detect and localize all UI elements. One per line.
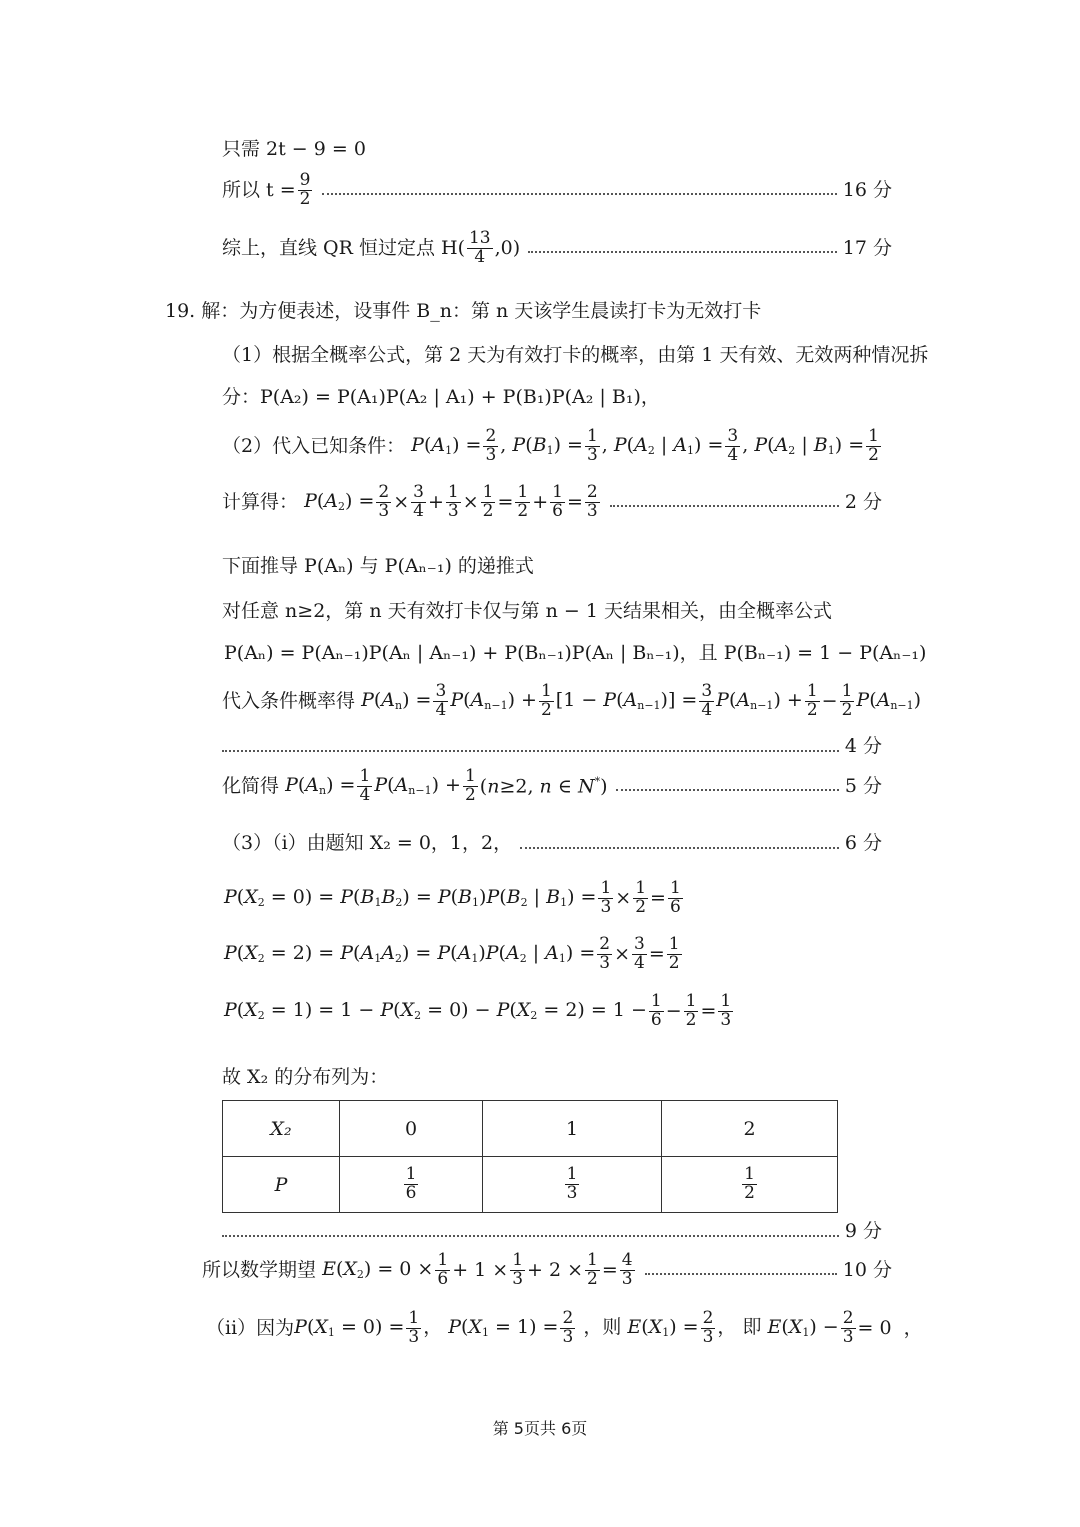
math-known: , $P(A_2$ | $B_1$) = (742, 434, 865, 458)
text-conclusion-end: ,0) (494, 236, 521, 259)
fraction: $\frac{3}{4}$ (413, 482, 424, 521)
distribution-label-text: 故 X₂ 的分布列为： (222, 1066, 389, 1088)
dotted-leader (222, 750, 839, 752)
score-17: 17 分 (842, 236, 892, 259)
math-known: $P(A_1)$ = (411, 434, 482, 458)
score-16: 16 分 (842, 178, 892, 201)
fraction: $\frac{2}{3}$ (599, 934, 611, 973)
fraction-13-4: $\frac{13}{4}$ (468, 228, 491, 267)
fraction: $\frac{1}{6}$ (437, 1250, 449, 1289)
score-6: 6 分 (844, 832, 882, 854)
distribution-table (222, 1100, 838, 1213)
table-header-cell: 2 (662, 1101, 838, 1157)
fraction: $\frac{2}{3}$ (702, 1308, 714, 1347)
fraction: $\frac{2}{3}$ (842, 1308, 854, 1347)
fraction-9-2: $\frac{9}{2}$ (299, 170, 311, 209)
fraction: $\frac{4}{3}$ (621, 1250, 633, 1289)
total-probability-text: P(Aₙ) = P(Aₙ₋₁)P(Aₙ | Aₙ₋₁) + P(Bₙ₋₁)P(Aₙ | Bₙ₋₁)，且 P(Bₙ₋₁) = 1 − P(Aₙ₋₁) (224, 642, 927, 664)
fraction: $\frac{1}{2}$ (806, 681, 818, 720)
substitution-line: 代入条件概率得 $P(A_n)$ = $\frac{3}{4}$ $P(A_{n-1})$ + $\frac{1}{2}$ $[1 - P(A_{n-1})]$ = $\frac{3}{4}$ $P(A_{n-1})$ + $\frac{1}{2}$ − $\frac{1}{2}$ $P(A_{n-1})$ (222, 681, 922, 720)
part1-text-a: （1）根据全概率公式，第 2 天为有效打卡的概率，由第 1 天有效、无效两种情况拆 (222, 344, 929, 366)
math-simplify: (n≥2, n ∈ N*) (479, 775, 608, 798)
fraction: $\frac{1}{3}$ (720, 991, 732, 1030)
part1-text-b: 分：P(A₂) = P(A₁)P(A₂ | A₁) + P(B₁)P(A₂ | B₁)， (222, 386, 660, 408)
dotted-leader (616, 789, 839, 791)
fraction: $\frac{1}{2}$ (744, 1164, 755, 1203)
fraction: $\frac{3}{4}$ (727, 426, 739, 465)
fraction: $\frac{1}{6}$ (650, 991, 662, 1030)
page-footer (0, 1416, 1080, 1439)
math-sub: $[1 - P(A_{n-1})]$ = (555, 689, 698, 713)
math-px2: $P(X_2 = 2) = P(A_1A_2) = P(A_1)P(A_2$ | $A_1$) = (224, 942, 596, 966)
question-19-header (165, 296, 761, 323)
part2-prefix: （2）代入已知条件： (222, 434, 406, 457)
dotted-leader (322, 193, 836, 195)
line-so-t (222, 172, 892, 209)
dotted-leader (645, 1273, 837, 1275)
score9-line (222, 1222, 882, 1241)
fraction: $\frac{1}{3}$ (408, 1308, 420, 1347)
fraction: $\frac{1}{3}$ (512, 1250, 524, 1289)
table-header-cell: 1 (483, 1101, 662, 1157)
fraction: $\frac{3}{4}$ (701, 681, 713, 720)
derive-line (222, 551, 534, 578)
math-calc: $P(A_2)$ = (304, 490, 375, 514)
fraction: $\frac{1}{4}$ (359, 766, 371, 805)
fraction: $\frac{1}{2}$ (841, 681, 853, 720)
text-conclusion: 综上，直线 QR 恒过定点 H( (222, 236, 465, 259)
fraction: $\frac{3}{4}$ (634, 934, 645, 973)
fraction: $\frac{1}{6}$ (552, 482, 563, 521)
header-x2: X₂ (270, 1117, 292, 1140)
table-row (223, 1157, 838, 1213)
dotted-leader (222, 1235, 839, 1237)
score-5: 5 分 (844, 774, 882, 797)
part1-line-b (222, 382, 660, 409)
table-header-cell (223, 1101, 340, 1157)
q19-text: 19. 解：为方便表述，设事件 B_n：第 n 天该学生晨读打卡为无效打卡 (165, 300, 762, 322)
part1-line-a (222, 340, 928, 367)
score-2: 2 分 (844, 490, 882, 513)
score-10: 10 分 (842, 1258, 892, 1281)
expectation-line: 所以数学期望 $E(X_2) = 0$ × $\frac{1}{6}$ + 1 × $\frac{1}{3}$ + 2 × $\frac{1}{2}$ = $\frac{4}{3}$ 10 分 (202, 1250, 892, 1289)
math-ii: $P(X_1 = 0)$ = (294, 1316, 405, 1340)
fraction: $\frac{1}{3}$ (600, 878, 612, 917)
px2-2-line: $P(X_2 = 2) = P(A_1A_2) = P(A_1)P(A_2$ | $A_1$) = $\frac{2}{3}$ × $\frac{3}{4}$ = $\frac{1}{2}$ (224, 934, 680, 973)
math-sub: $P(A_{n-1})$ (856, 689, 922, 713)
fraction: $\frac{1}{2}$ (517, 482, 529, 521)
simplify-prefix: 化简得 (222, 774, 280, 797)
dotted-leader (528, 251, 837, 253)
part-ii-prefix: （ⅱ）因为 (206, 1316, 295, 1339)
px2-0-line: $P(X_2 = 0) = P(B_1B_2) = P(B_1)P(B_2$ | $B_1$) = $\frac{1}{3}$ × $\frac{1}{2}$ = $\frac{1}{6}$ (224, 878, 681, 917)
math-simplify: $P(A_{n-1})$ + (374, 774, 461, 798)
distribution-label (222, 1062, 388, 1089)
substitution-prefix: 代入条件概率得 (222, 689, 356, 712)
math-exp: $E(X_2) = 0$ × (322, 1258, 434, 1282)
part3-line (222, 834, 882, 853)
score-9: 9 分 (844, 1220, 882, 1242)
fraction: $\frac{1}{3}$ (586, 426, 598, 465)
math-known: , $P(B_1)$ = (500, 434, 583, 458)
fraction: $\frac{1}{2}$ (482, 482, 494, 521)
table-header-cell: 0 (340, 1101, 483, 1157)
text-so-t: 所以 t = (222, 178, 296, 201)
calc-line: 计算得： $P(A_2)$ = $\frac{2}{3}$ × $\frac{3}{4}$ + $\frac{1}{3}$ × $\frac{1}{2}$ = $\frac{1}{2}$ + $\frac{1}{6}$ = $\frac{2}{3}$ 2 分 (222, 482, 882, 521)
fraction: $\frac{3}{4}$ (435, 681, 447, 720)
fraction: $\frac{1}{2}$ (668, 934, 680, 973)
table-cell (662, 1157, 838, 1213)
fraction: $\frac{2}{3}$ (485, 426, 497, 465)
line-only-need (222, 140, 366, 159)
fraction: $\frac{2}{3}$ (562, 1308, 574, 1347)
math-px0: $P(X_2 = 0) = P(B_1B_2) = P(B_1)P(B_2$ | $B_1$) = (224, 886, 597, 910)
math-ii: ， 即 $E(X_1)$ − (717, 1316, 839, 1340)
fraction: $\frac{2}{3}$ (378, 482, 390, 521)
table-cell (483, 1157, 662, 1213)
math-ii: ，则 $E(X_1)$ = (577, 1316, 699, 1340)
part2-known-conditions (222, 428, 883, 465)
score4-line (222, 737, 882, 756)
line-conclusion (222, 230, 892, 267)
simplify-line (222, 768, 882, 805)
fraction: $\frac{1}{3}$ (566, 1164, 578, 1203)
derive-text: 下面推导 P(Aₙ) 与 P(Aₙ₋₁) 的递推式 (222, 555, 534, 577)
dotted-leader (610, 505, 839, 507)
px2-1-line: $P(X_2 = 1) = 1 - P(X_2 = 0) - P(X_2 = 2) = 1$ − $\frac{1}{6}$ − $\frac{1}{2}$ = $\frac{1}{3}$ (224, 991, 732, 1030)
row-label-p: P (274, 1173, 288, 1196)
fraction: $\frac{2}{3}$ (586, 482, 598, 521)
expectation-prefix: 所以数学期望 (202, 1258, 317, 1281)
fraction: $\frac{1}{2}$ (464, 766, 476, 805)
math-known: , $P(A_2$ | $A_1$) = (601, 434, 724, 458)
part-ii-line (206, 1310, 923, 1347)
any-n-line (222, 596, 832, 623)
score-4: 4 分 (844, 735, 882, 757)
calc-prefix: 计算得： (222, 490, 299, 513)
part3-text: （3）（ⅰ）由题知 X₂ = 0，1，2， (222, 832, 513, 854)
table-cell (340, 1157, 483, 1213)
fraction: $\frac{1}{3}$ (447, 482, 459, 521)
any-n-text: 对任意 n≥2，第 n 天有效打卡仅与第 n − 1 天结果相关，由全概率公式 (222, 600, 833, 622)
fraction: $\frac{1}{6}$ (669, 878, 681, 917)
text-only-need: 只需 2t − 9 = 0 (222, 138, 366, 160)
dotted-leader (520, 847, 839, 849)
fraction: $\frac{1}{2}$ (540, 681, 552, 720)
math-ii: = 0 ， (857, 1316, 923, 1339)
page-number: 第 5页共 6页 (492, 1419, 588, 1438)
table-row (223, 1101, 838, 1157)
total-probability-line (224, 638, 926, 665)
math-px1: $P(X_2 = 1) = 1 - P(X_2 = 0) - P(X_2 = 2) = 1$ − (224, 999, 647, 1023)
fraction: $\frac{1}{2}$ (587, 1250, 598, 1289)
table-row-label (223, 1157, 340, 1213)
math-sub: $P(A_{n-1})$ + (716, 689, 803, 713)
fraction: $\frac{1}{2}$ (685, 991, 697, 1030)
math-sub: $P(A_n)$ = (361, 689, 432, 713)
math-simplify: $P(A_n)$ = (285, 774, 356, 798)
math-ii: ， $P(X_1 = 1)$ = (423, 1316, 559, 1340)
fraction: $\frac{1}{2}$ (635, 878, 647, 917)
math-sub: $P(A_{n-1})$ + (450, 689, 537, 713)
fraction: $\frac{1}{2}$ (868, 426, 879, 465)
fraction: $\frac{1}{6}$ (405, 1164, 417, 1203)
